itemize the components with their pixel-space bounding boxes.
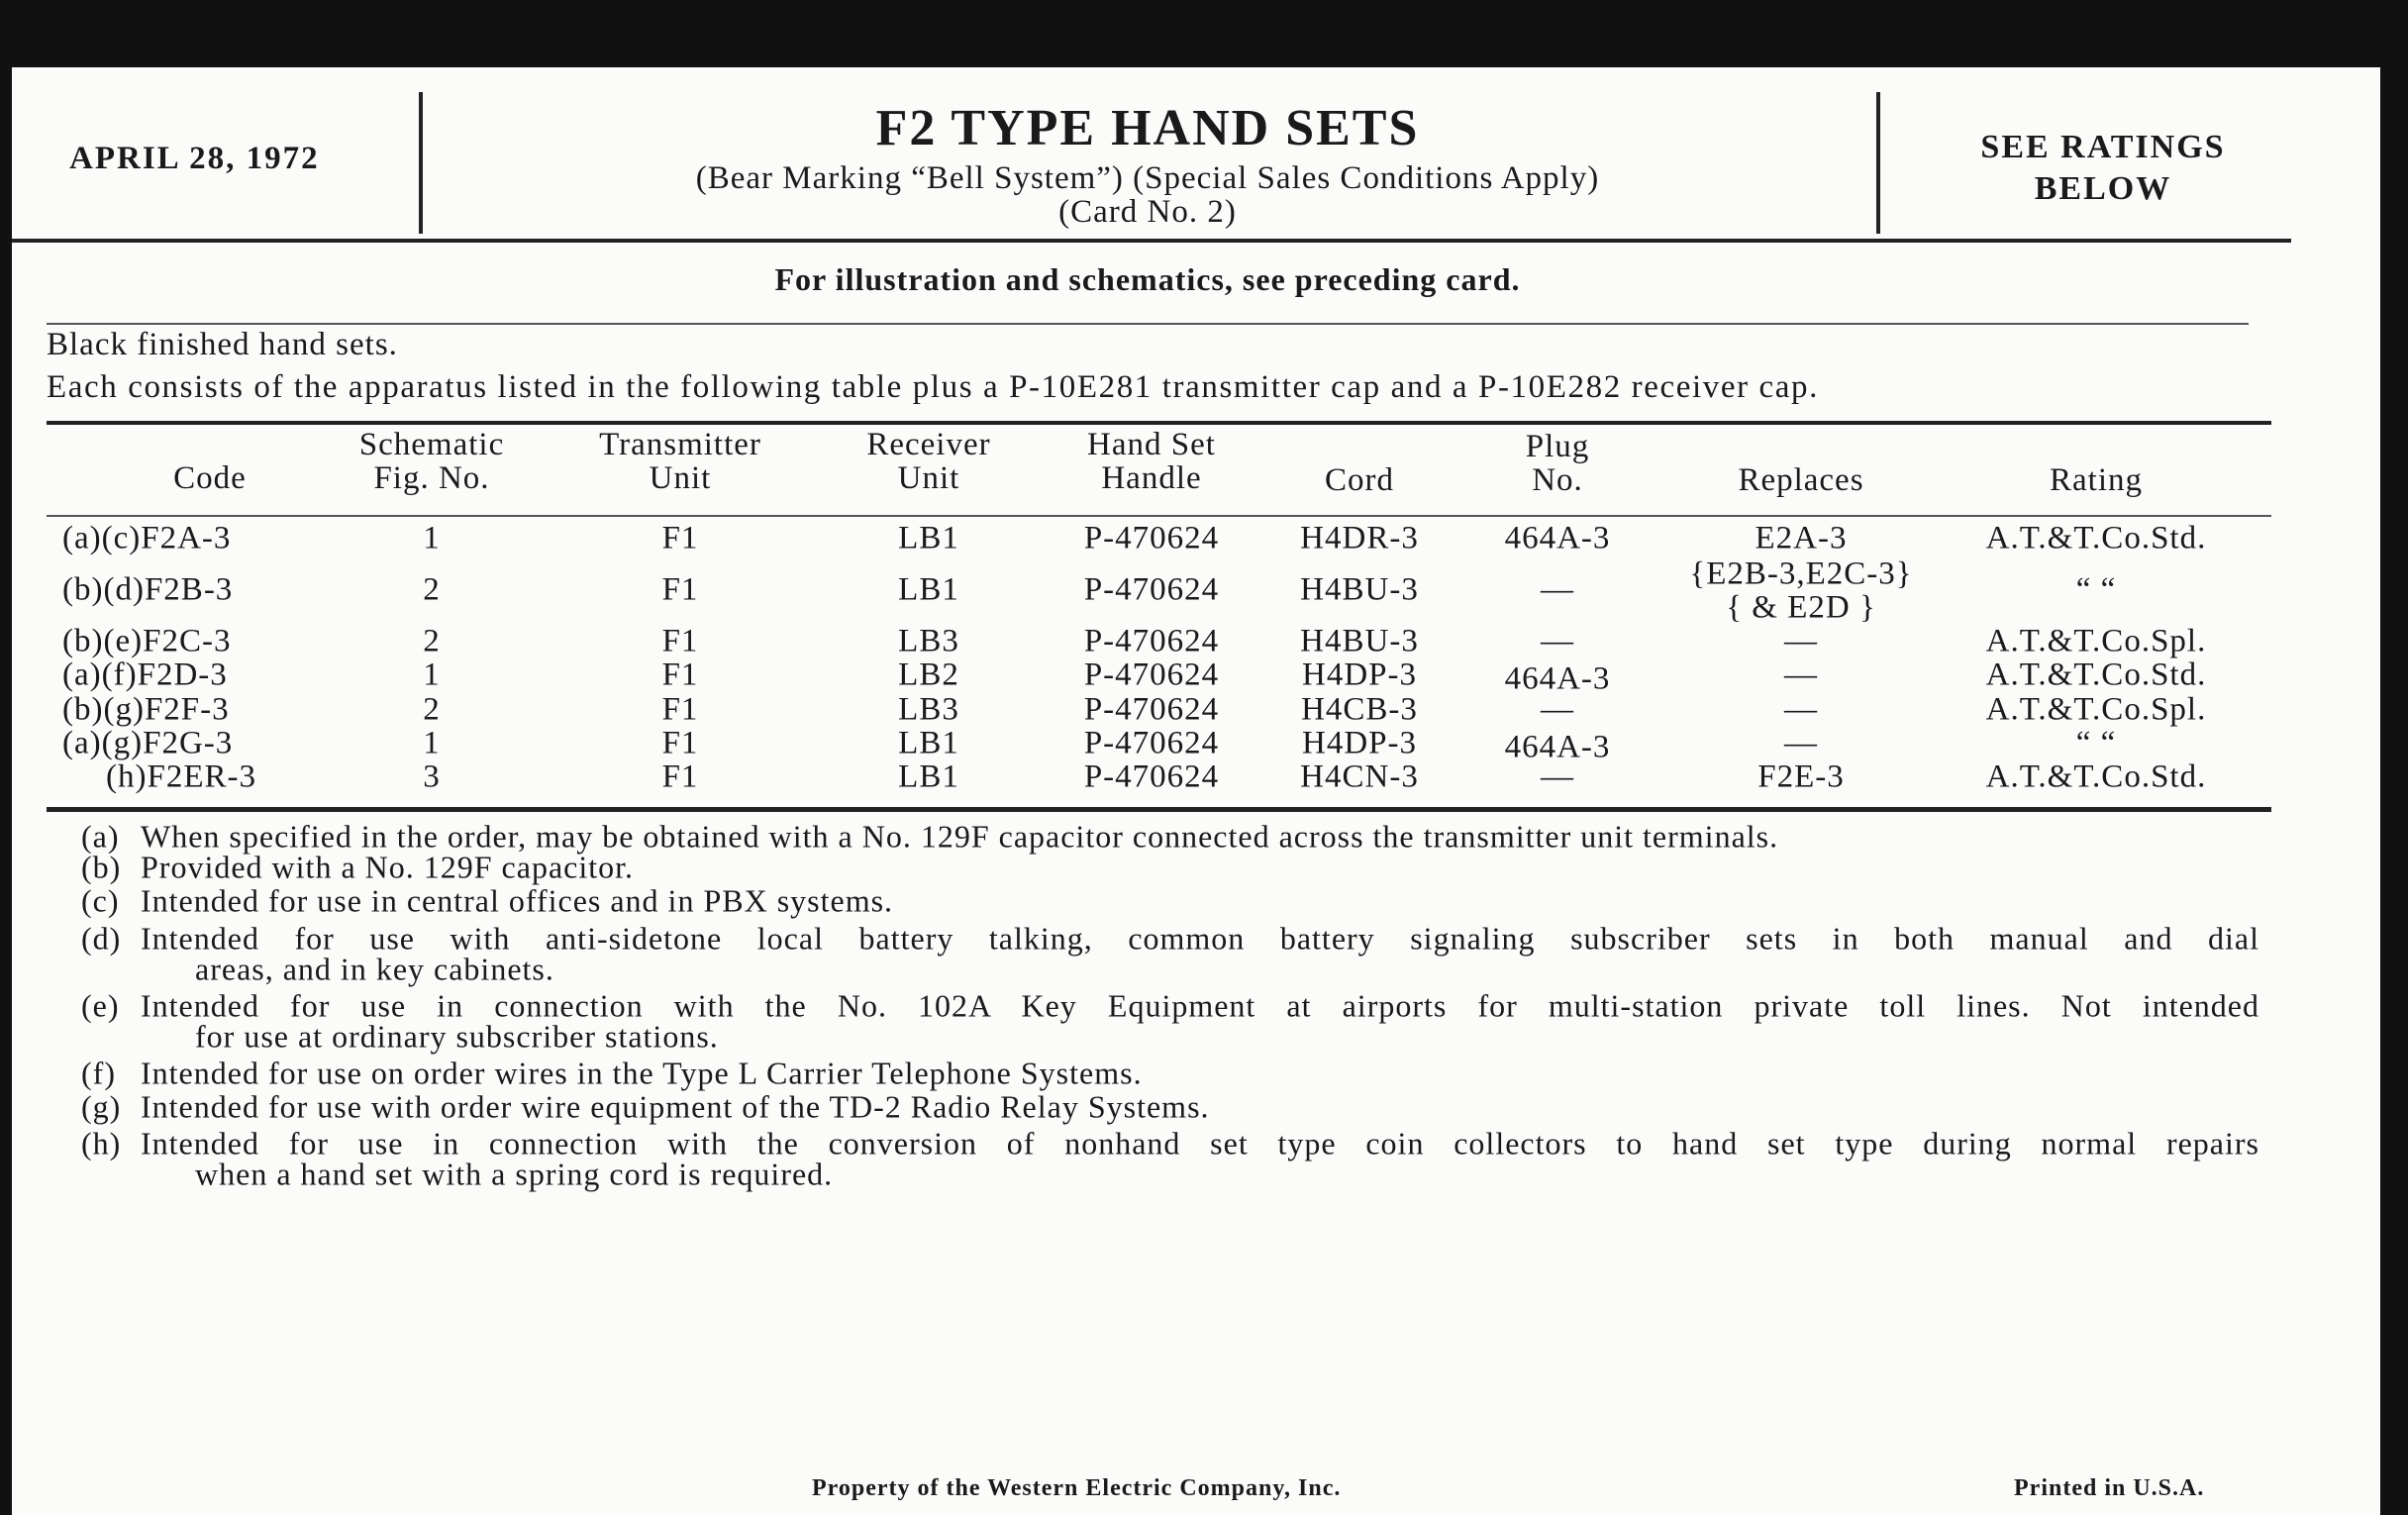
cell-code: (b)(g)F2F-3	[62, 691, 230, 728]
cell-schematic-fig: 2	[423, 691, 441, 728]
footnote-continuation: areas, and in key cabinets.	[195, 951, 554, 987]
column-header-receiver-unit: Receiver	[866, 427, 991, 462]
cell-schematic-fig: 1	[423, 656, 441, 693]
illustration-note: For illustration and schematics, see preceding card.	[774, 261, 1521, 297]
intro-line-2: Each consists of the apparatus listed in the following table plus a P-10E281 transmitter cap and a P-10E282 receiver cap.	[47, 369, 1819, 405]
footnote-label: (b)	[81, 849, 122, 885]
cell-rating: A.T.&T.Co.Std.	[1985, 520, 2207, 556]
cell-replaces-continued: { & E2D }	[1726, 589, 1876, 626]
cell-cord: H4BU-3	[1300, 623, 1419, 659]
cell-plug-no: 464A-3	[1504, 729, 1611, 765]
cell-handle: P-470624	[1083, 725, 1220, 761]
cell-cord: H4CN-3	[1300, 758, 1419, 795]
column-header-handle: Hand Set	[1087, 427, 1216, 462]
cell-cord: H4DR-3	[1300, 520, 1419, 556]
cell-cord: H4CB-3	[1301, 691, 1418, 728]
cell-replaces: —	[1784, 623, 1818, 659]
cell-transmitter-unit: F1	[661, 691, 699, 728]
cell-replaces: F2E-3	[1757, 758, 1845, 795]
cell-plug-no: 464A-3	[1504, 660, 1611, 697]
cell-rating: “ “	[2075, 725, 2117, 761]
cell-transmitter-unit: F1	[661, 623, 699, 659]
cell-transmitter-unit: F1	[661, 656, 699, 693]
cell-code: (a)(f)F2D-3	[62, 656, 228, 693]
footnote-text: Intended for use on order wires in the Type L Carrier Telephone Systems.	[141, 1055, 1143, 1091]
cell-transmitter-unit: F1	[661, 758, 699, 795]
footnote-label: (g)	[81, 1088, 122, 1125]
cell-receiver-unit: LB3	[898, 691, 959, 728]
footnote	[81, 850, 2259, 886]
intro-line-1: Black finished hand sets.	[47, 327, 398, 362]
cell-receiver-unit: LB3	[898, 623, 959, 659]
cell-transmitter-unit: F1	[661, 725, 699, 761]
footnote-label: (a)	[81, 818, 120, 855]
cell-schematic-fig: 2	[423, 571, 441, 608]
cell-receiver-unit: LB1	[898, 520, 959, 556]
cell-plug-no: —	[1541, 691, 1574, 728]
column-header-replaces: Replaces	[1738, 462, 1864, 498]
column-header-plug-no: Plug	[1525, 429, 1590, 464]
catalog-card	[12, 67, 2380, 1515]
cell-rating: A.T.&T.Co.Spl.	[1985, 691, 2207, 728]
cell-rating: A.T.&T.Co.Spl.	[1985, 623, 2207, 659]
column-header-rating: Rating	[2050, 462, 2143, 498]
rule	[47, 323, 2249, 325]
table-bottom-rule	[47, 807, 2271, 812]
footnote-label: (f)	[81, 1055, 116, 1091]
cell-replaces: E2A-3	[1755, 520, 1848, 556]
subtitle: (Bear Marking “Bell System”) (Special Sales Conditions Apply)	[695, 160, 1600, 196]
cell-code: (b)(d)F2B-3	[62, 571, 234, 608]
cell-handle: P-470624	[1083, 623, 1220, 659]
footnote	[81, 883, 2259, 920]
cell-handle: P-470624	[1083, 571, 1220, 608]
footnote-text: Intended for use in connection with the conversion of nonhand set type coin collectors to hand set type during normal repairs	[141, 1125, 2259, 1162]
page-title: F2 TYPE HAND SETS	[875, 100, 1420, 156]
cell-schematic-fig: 3	[423, 758, 441, 795]
cell-code: (a)(g)F2G-3	[62, 725, 234, 761]
cell-schematic-fig: 2	[423, 623, 441, 659]
column-header-code: Code	[173, 460, 247, 496]
cell-cord: H4BU-3	[1300, 571, 1419, 608]
cell-plug-no: —	[1541, 758, 1574, 795]
cell-transmitter-unit: F1	[661, 520, 699, 556]
cell-plug-no: —	[1541, 571, 1574, 608]
cell-receiver-unit: LB1	[898, 725, 959, 761]
ratings-note-2: BELOW	[2034, 170, 2172, 207]
footnote-label: (h)	[81, 1125, 122, 1162]
table-top-rule	[47, 421, 2271, 425]
cell-rating: “ “	[2075, 571, 2117, 608]
column-header-transmitter-unit: Unit	[649, 460, 712, 496]
cell-replaces: —	[1784, 691, 1818, 728]
cell-schematic-fig: 1	[423, 725, 441, 761]
footnote-text: Intended for use with anti-sidetone local battery talking, common battery signaling subscriber sets in both manual and dial	[141, 920, 2259, 957]
footnote-label: (e)	[81, 987, 120, 1024]
cell-code: (h)F2ER-3	[106, 758, 256, 795]
cell-code: (a)(c)F2A-3	[62, 520, 232, 556]
ratings-note: SEE RATINGS	[1980, 129, 2226, 165]
column-header-receiver-unit: Unit	[897, 460, 960, 496]
cell-schematic-fig: 1	[423, 520, 441, 556]
footnote-label: (c)	[81, 882, 120, 919]
cell-rating: A.T.&T.Co.Std.	[1985, 656, 2207, 693]
footnote-text: Intended for use in connection with the No. 102A Key Equipment at airports for multi-station private toll lines. Not intended	[141, 987, 2259, 1024]
table-header-rule	[47, 515, 2271, 517]
header-rule	[12, 239, 2291, 243]
cell-rating: A.T.&T.Co.Std.	[1985, 758, 2207, 795]
date: APRIL 28, 1972	[69, 141, 320, 176]
cell-cord: H4DP-3	[1301, 725, 1417, 761]
footnote-continuation: when a hand set with a spring cord is required.	[195, 1156, 834, 1192]
cell-handle: P-470624	[1083, 758, 1220, 795]
column-header-transmitter-unit: Transmitter	[599, 427, 761, 462]
property-notice: Property of the Western Electric Company, Inc.	[812, 1475, 1342, 1501]
cell-cord: H4DP-3	[1301, 656, 1417, 693]
footnote-text: Provided with a No. 129F capacitor.	[141, 849, 635, 885]
cell-replaces: —	[1784, 656, 1818, 693]
cell-receiver-unit: LB1	[898, 571, 959, 608]
cell-replaces: —	[1784, 725, 1818, 761]
cell-handle: P-470624	[1083, 691, 1220, 728]
cell-receiver-unit: LB2	[898, 656, 959, 693]
cell-receiver-unit: LB1	[898, 758, 959, 795]
card-number: (Card No. 2)	[1058, 194, 1237, 230]
column-header-plug-no: No.	[1532, 462, 1583, 498]
printed-notice: Printed in U.S.A.	[2014, 1475, 2205, 1501]
cell-plug-no: —	[1541, 623, 1574, 659]
cell-handle: P-470624	[1083, 520, 1220, 556]
column-header-handle: Handle	[1101, 460, 1202, 496]
footnote	[81, 1089, 2259, 1126]
column-header-cord: Cord	[1325, 462, 1394, 498]
cell-handle: P-470624	[1083, 656, 1220, 693]
footnote-continuation: for use at ordinary subscriber stations.	[195, 1018, 719, 1055]
column-header-schematic-fig: Fig. No.	[373, 460, 490, 496]
cell-transmitter-unit: F1	[661, 571, 699, 608]
cell-plug-no: 464A-3	[1504, 520, 1611, 556]
cell-code: (b)(e)F2C-3	[62, 623, 232, 659]
footnote-text: When specified in the order, may be obtained with a No. 129F capacitor connected across the transmitter unit terminals.	[141, 818, 1779, 855]
footnote-text: Intended for use with order wire equipment of the TD-2 Radio Relay Systems.	[141, 1088, 1210, 1125]
column-header-schematic-fig: Schematic	[358, 427, 505, 462]
cell-replaces: {E2B-3,E2C-3}	[1689, 556, 1913, 592]
footnote	[81, 1056, 2259, 1092]
footnote-text: Intended for use in central offices and in PBX systems.	[141, 882, 894, 919]
footnote-label: (d)	[81, 920, 122, 957]
